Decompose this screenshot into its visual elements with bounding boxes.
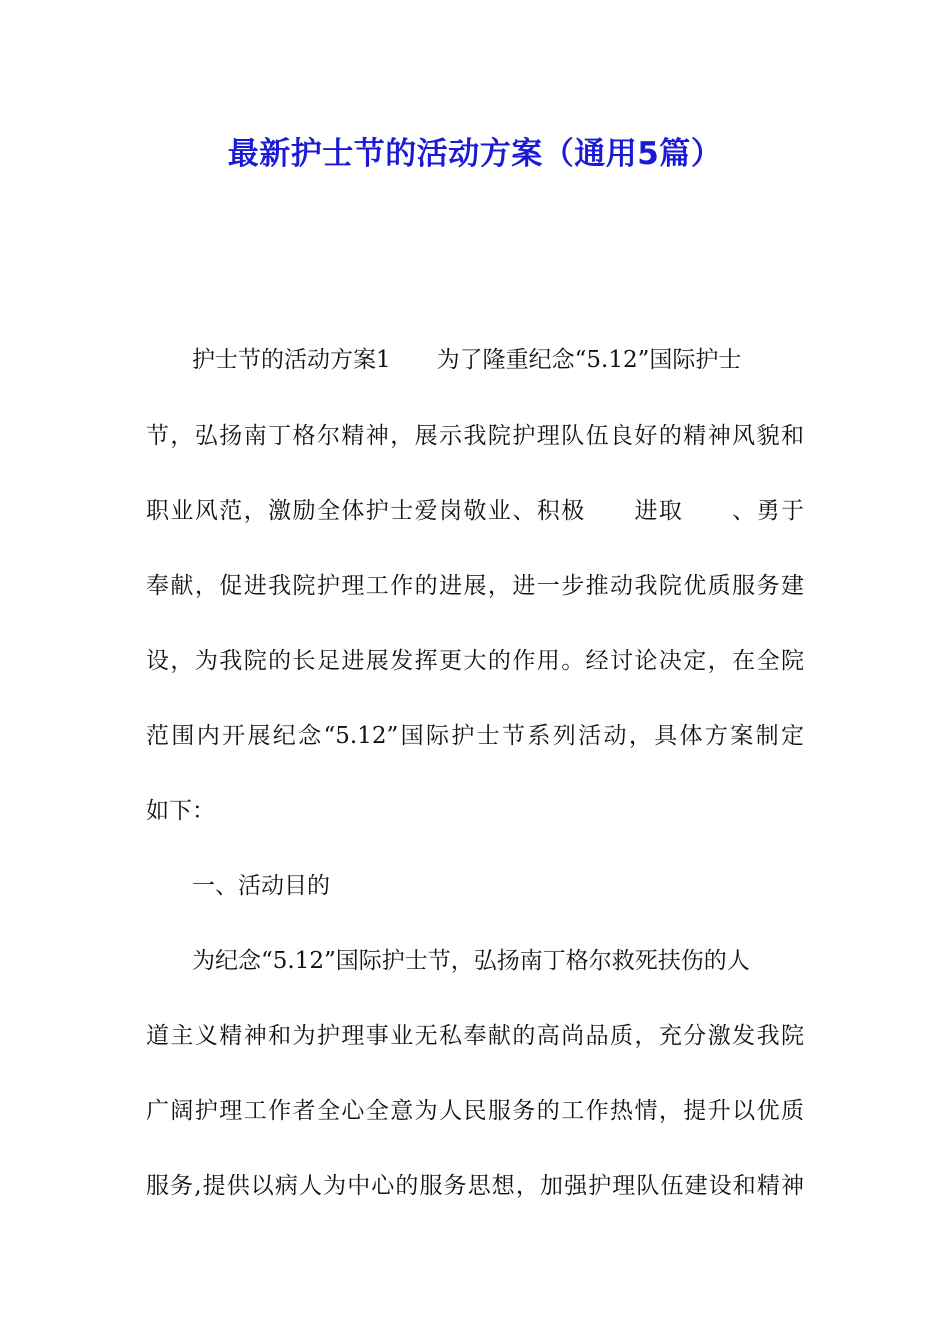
paragraph-line: 设，为我院的长足进展发挥更大的作用。经讨论决定，在全院 <box>146 648 804 674</box>
paragraph-line: 道主义精神和为护理事业无私奉献的高尚品质，充分激发我院 <box>146 1023 804 1049</box>
paragraph-line: 奉献，促进我院护理工作的进展，进一步推动我院优质服务建 <box>146 573 804 599</box>
section-heading: 一、活动目的 <box>192 873 330 899</box>
paragraph-line: 服务,提供以病人为中心的服务思想，加强护理队伍建设和精神 <box>146 1173 804 1199</box>
paragraph-line: 如下： <box>146 798 215 824</box>
document-title: 最新护士节的活动方案（通用5篇） <box>227 136 723 172</box>
paragraph-line: 广阔护理工作者全心全意为人民服务的工作热情，提升以优质 <box>146 1098 804 1124</box>
paragraph-line: 为纪念“5.12”国际护士节，弘扬南丁格尔救死扶伤的人 <box>192 948 750 974</box>
paragraph-line: 范围内开展纪念“5.12”国际护士节系列活动，具体方案制定 <box>146 723 804 749</box>
paragraph-line: 职业风范，激励全体护士爱岗敬业、积极 进取 、勇于 <box>146 498 804 524</box>
paragraph-line: 节，弘扬南丁格尔精神，展示我院护理队伍良好的精神风貌和 <box>146 423 804 449</box>
paragraph-line: 护士节的活动方案1 为了隆重纪念“5.12”国际护士 <box>192 347 742 373</box>
